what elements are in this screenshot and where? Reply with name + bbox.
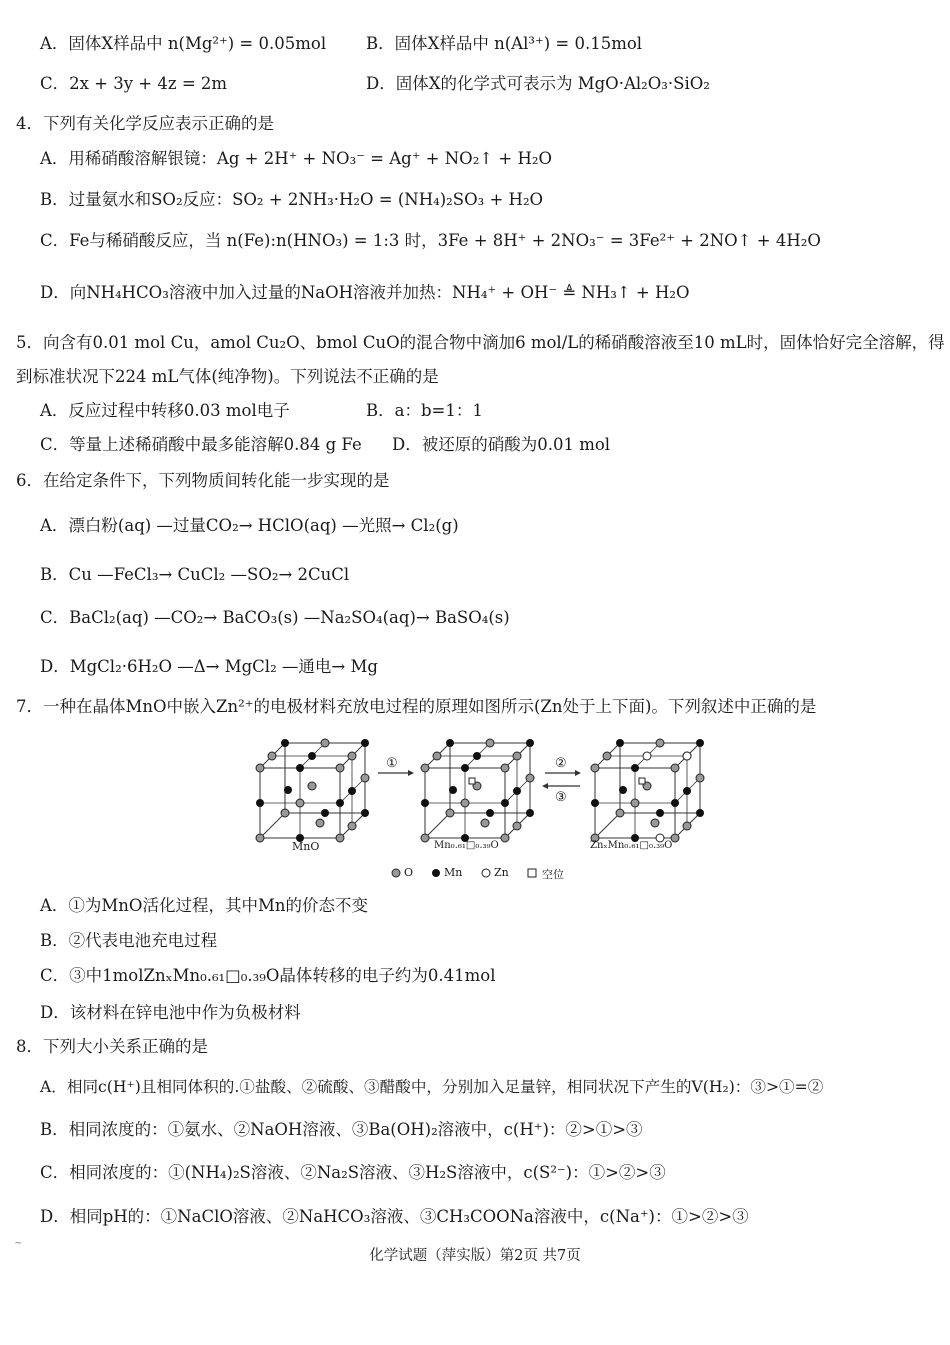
cube-label-activated: Mn₀.₆₁□₀.₃₉O [434, 840, 499, 851]
q6-stem: 6．在给定条件下，下列物质间转化能一步实现的是 [16, 471, 390, 490]
q3-option-a: A．固体X样品中 n(Mg²⁺) = 0.05mol [40, 34, 327, 53]
q8-option-a: A．相同c(H⁺)且相同体积的.①盐酸、②硫酸、③醋酸中，分别加入足量锌，相同状况下产生的V(H₂)：③>①=② [40, 1078, 824, 1096]
q6-option-c: C．BaCl₂(aq) —CO₂→ BaCO₃(s) —Na₂SO₄(aq)→ BaSO₄(s) [40, 608, 510, 627]
q4-option-c: C．Fe与稀硝酸反应，当 n(Fe):n(HNO₃) = 1:3 时，3Fe + 8H⁺ + 2NO₃⁻ = 3Fe²⁺ + 2NO↑ + 4H₂O [40, 231, 821, 250]
legend-o-symbol [392, 869, 400, 877]
q6-option-b: B．Cu —FeCl₃→ CuCl₂ —SO₂→ 2CuCl [40, 565, 350, 584]
legend-zn-symbol [482, 869, 490, 877]
q3-option-d: D．固体X的化学式可表示为 MgO·Al₂O₃·SiO₂ [366, 74, 710, 93]
arrow2-label: ② [555, 756, 567, 771]
q5-option-a: A．反应过程中转移0.03 mol电子 [40, 401, 290, 420]
crystal-figure [250, 728, 710, 884]
legend-mn-label: Mn [444, 866, 463, 879]
q7-stem: 7．一种在晶体MnO中嵌入Zn²⁺的电极材料充放电过程的原理如图所示(Zn处于上下面)。下列叙述中正确的是 [16, 697, 817, 716]
q7-option-a: A．①为MnO活化过程，其中Mn的价态不变 [40, 896, 368, 915]
q7-option-c: C．③中1molZnₓMn₀.₆₁□₀.₃₉O晶体转移的电子约为0.41mol [40, 966, 496, 985]
q5-option-d: D．被还原的硝酸为0.01 mol [392, 435, 611, 454]
q6-option-d: D．MgCl₂·6H₂O —Δ→ MgCl₂ —通电→ Mg [40, 657, 378, 676]
q5-stem-line1: 5．向含有0.01 mol Cu，amol Cu₂O、bmol CuO的混合物中滴加6 mol/L的稀硝酸溶液至10 mL时，固体恰好完全溶解，得 [16, 333, 945, 352]
q7-option-d: D．该材料在锌电池中作为负极材料 [40, 1003, 301, 1022]
q4-stem: 4．下列有关化学反应表示正确的是 [16, 114, 274, 133]
legend-vacancy-symbol [528, 869, 536, 877]
q3-option-c: C．2x + 3y + 4z = 2m [40, 74, 228, 93]
cube-label-mno: MnO [292, 840, 320, 853]
legend-o-label: O [404, 866, 414, 879]
cube-label-zn: ZnₓMn₀.₆₁□₀.₃₉O [590, 840, 673, 851]
page-footer: 化学试题（萍实版）第2页 共7页 [369, 1248, 581, 1264]
q4-option-d: D．向NH₄HCO₃溶液中加入过量的NaOH溶液并加热：NH₄⁺ + OH⁻ ≜ NH₃↑ + H₂O [40, 283, 690, 302]
q8-stem: 8．下列大小关系正确的是 [16, 1037, 208, 1056]
q4-option-a: A．用稀硝酸溶解银镜：Ag + 2H⁺ + NO₃⁻ = Ag⁺ + NO₂↑ + H₂O [40, 149, 552, 168]
q4-option-b: B．过量氨水和SO₂反应：SO₂ + 2NH₃·H₂O = (NH₄)₂SO₃ + H₂O [40, 190, 544, 209]
legend-vacancy-label: 空位 [542, 868, 564, 881]
q8-option-c: C．相同浓度的：①(NH₄)₂S溶液、②Na₂S溶液、③H₂S溶液中，c(S²⁻)：①>②>③ [40, 1163, 666, 1182]
q7-option-b: B．②代表电池充电过程 [40, 931, 218, 950]
arrow1-label: ① [386, 756, 398, 771]
arrow3-label: ③ [555, 790, 567, 805]
q3-option-b: B．固体X样品中 n(Al³⁺) = 0.15mol [366, 34, 643, 53]
margin-mark: ~ [14, 1238, 23, 1249]
legend-zn-label: Zn [494, 866, 509, 879]
q8-option-b: B．相同浓度的：①氨水、②NaOH溶液、③Ba(OH)₂溶液中，c(H⁺)：②>①>③ [40, 1120, 643, 1139]
q6-option-a: A．漂白粉(aq) —过量CO₂→ HClO(aq) —光照→ Cl₂(g) [40, 516, 459, 535]
q5-option-c: C．等量上述稀硝酸中最多能溶解0.84 g Fe [40, 435, 362, 454]
legend-mn-symbol [432, 869, 440, 877]
q5-option-b: B．a：b=1：1 [366, 401, 483, 420]
q8-option-d: D．相同pH的：①NaClO溶液、②NaHCO₃溶液、③CH₃COONa溶液中，c(Na⁺)：①>②>③ [40, 1207, 749, 1226]
q5-stem-line2: 到标准状况下224 mL气体(纯净物)。下列说法不正确的是 [16, 367, 439, 386]
